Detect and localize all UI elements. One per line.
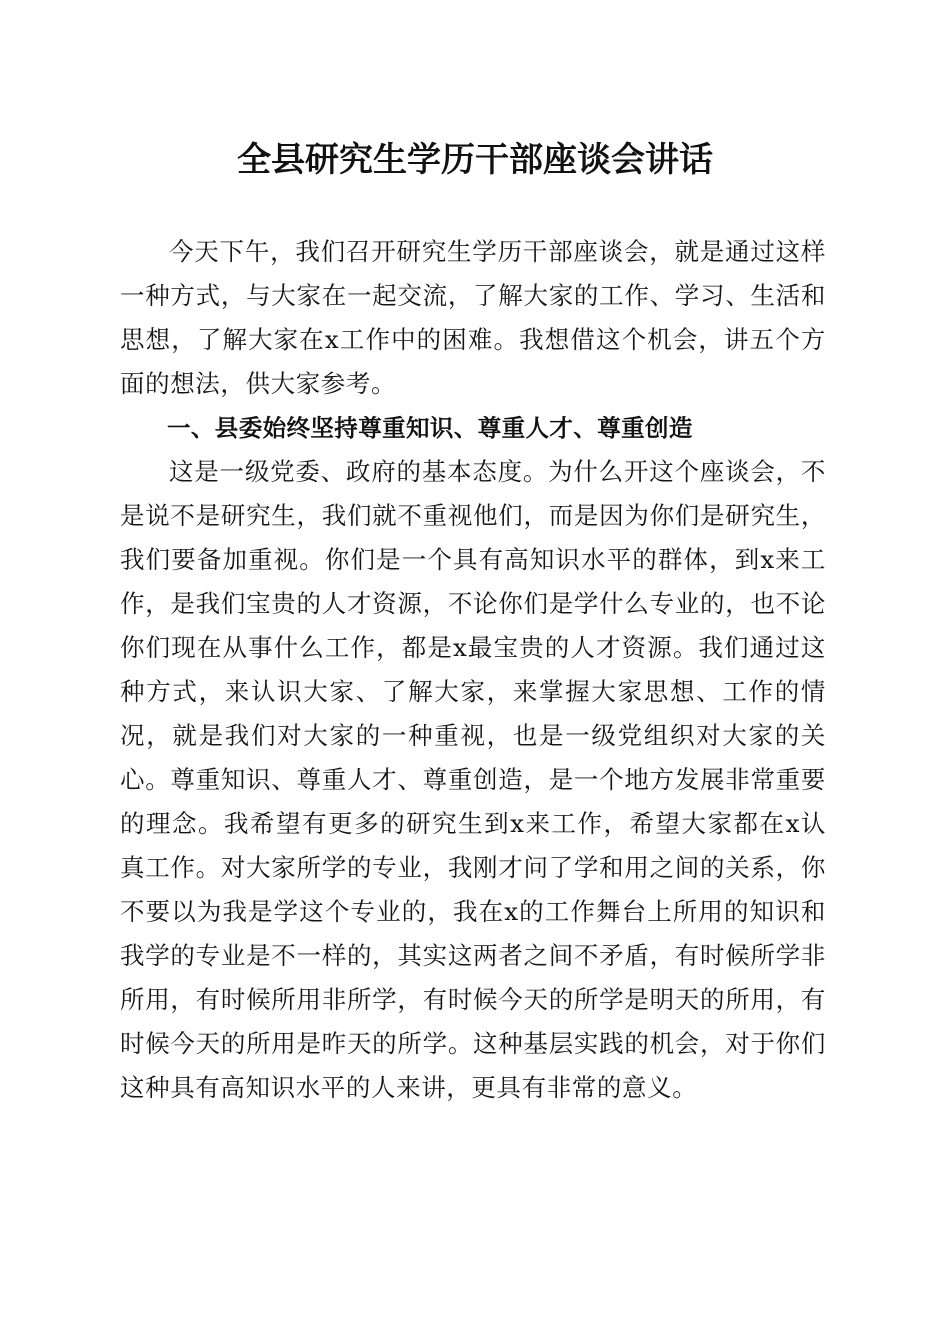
- section-1-paragraph: 这是一级党委、政府的基本态度。为什么开这个座谈会，不是说不是研究生，我们就不重视他们，而是因为你们是研究生，我们要备加重视。你们是一个具有高知识水平的群体，到x来工作，是我们宝贵的人才资源，不论你们是学什么专业的，也不论你们现在从事什么工作，都是x最宝贵的人才资源。我们通过这种方式，来认识大家、了解大家，来掌握大家思想、工作的情况，就是我们对大家的一种重视，也是一级党组织对大家的关心。尊重知识、尊重人才、尊重创造，是一个地方发展非常重要的理念。我希望有更多的研究生到x来工作，希望大家都在x认真工作。对大家所学的专业，我刚才问了学和用之间的关系，你不要以为我是学这个专业的，我在x的工作舞台上所用的知识和我学的专业是不一样的，其实这两者之间不矛盾，有时候所学非所用，有时候所用非所学，有时候今天的所学是明天的所用，有时候今天的所用是昨天的所学。这种基层实践的机会，对于你们这种具有高知识水平的人来讲，更具有非常的意义。: [120, 457, 826, 1102]
- intro-paragraph: 今天下午，我们召开研究生学历干部座谈会，就是通过这样一种方式，与大家在一起交流，了解大家的工作、学习、生活和思想，了解大家在x工作中的困难。我想借这个机会，讲五个方面的想法，供大家参考。: [120, 237, 826, 398]
- section-heading-1: 一、县委始终坚持尊重知识、尊重人才、尊重创造: [167, 414, 693, 442]
- document-body: [120, 230, 826, 1110]
- document-title: 全县研究生学历干部座谈会讲话: [237, 140, 713, 180]
